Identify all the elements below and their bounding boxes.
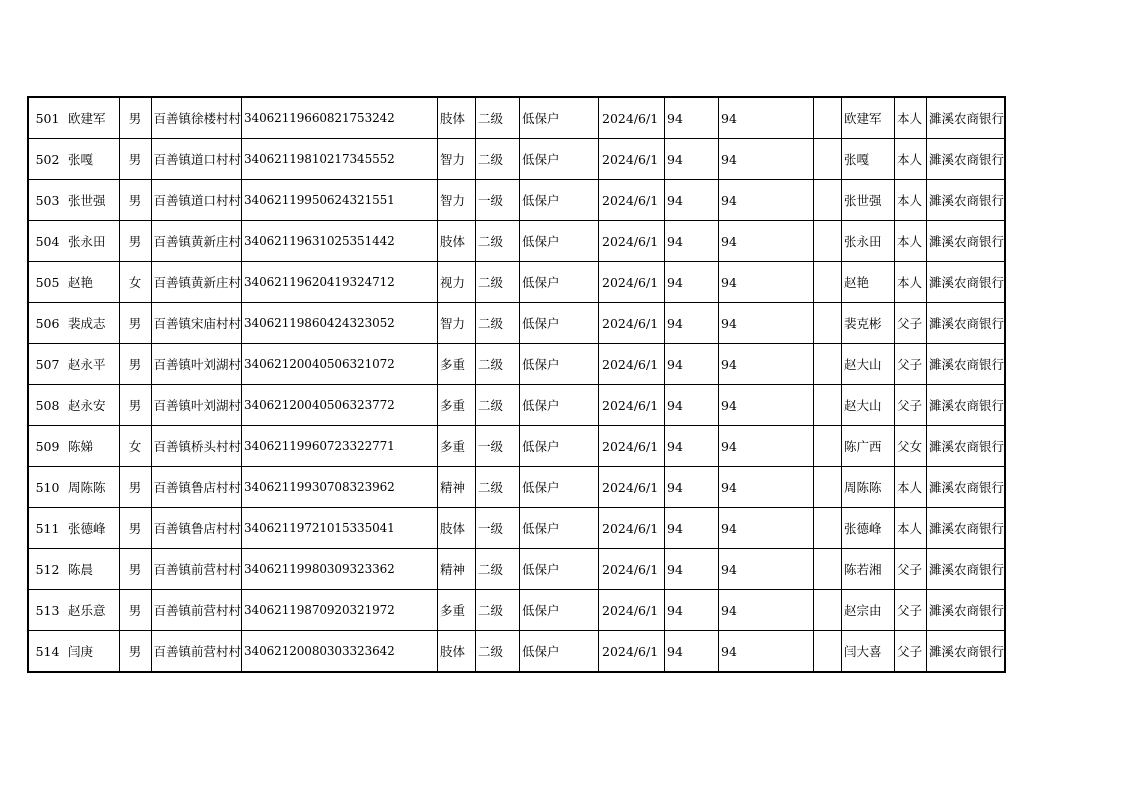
disability-subsidy-table (27, 96, 1006, 673)
id-number-cell: 340621199506243215​51 (242, 180, 438, 221)
disability-level-cell: 二级 (476, 385, 520, 426)
category-cell: 低保户 (520, 221, 599, 262)
name-cell: 赵永平 (66, 344, 119, 385)
amount-cell: 94 (665, 467, 719, 508)
row-number: 507 (28, 344, 66, 385)
gender-cell: 男 (119, 344, 151, 385)
relation-cell: 父女 (895, 426, 927, 467)
date-cell: 2024/6/1 (599, 385, 665, 426)
gender-cell: 男 (119, 467, 151, 508)
table-row (28, 426, 1005, 467)
category-cell: 低保户 (520, 385, 599, 426)
disability-type-cell: 多重 (438, 426, 476, 467)
relation-cell: 父子 (895, 385, 927, 426)
disability-level-cell: 二级 (476, 262, 520, 303)
amount-cell: 94 (665, 631, 719, 673)
table-row (28, 385, 1005, 426)
address-cell: 百善镇道口村村 (151, 180, 242, 221)
category-cell: 低保户 (520, 508, 599, 549)
amount-cell: 94 (665, 385, 719, 426)
id-number-cell: 340621200803033236​42 (242, 631, 438, 673)
address-cell: 百善镇鲁店村村 (151, 508, 242, 549)
relation-cell: 父子 (895, 344, 927, 385)
relation-cell: 本人 (895, 97, 927, 139)
disability-level-cell: 二级 (476, 97, 520, 139)
empty-cell (814, 262, 842, 303)
amount-total-cell: 94 (719, 180, 814, 221)
date-cell: 2024/6/1 (599, 590, 665, 631)
disability-level-cell: 二级 (476, 590, 520, 631)
relation-cell: 父子 (895, 631, 927, 673)
id-number-cell: 340621198709203219​72 (242, 590, 438, 631)
payee-cell: 张世强 (842, 180, 895, 221)
name-cell: 陈晨 (66, 549, 119, 590)
payee-cell: 陈若湘 (842, 549, 895, 590)
id-number-cell: 340621196608217532​42 (242, 97, 438, 139)
amount-total-cell: 94 (719, 221, 814, 262)
empty-cell (814, 426, 842, 467)
bank-cell: 濉溪农商银行 (927, 303, 1006, 344)
disability-type-cell: 智力 (438, 180, 476, 221)
amount-cell: 94 (665, 139, 719, 180)
row-number: 514 (28, 631, 66, 673)
bank-cell: 濉溪农商银行 (927, 508, 1006, 549)
amount-total-cell: 94 (719, 467, 814, 508)
bank-cell: 濉溪农商银行 (927, 549, 1006, 590)
table-row (28, 549, 1005, 590)
table-row (28, 344, 1005, 385)
row-number: 503 (28, 180, 66, 221)
disability-level-cell: 一级 (476, 426, 520, 467)
amount-total-cell: 94 (719, 385, 814, 426)
category-cell: 低保户 (520, 97, 599, 139)
bank-cell: 濉溪农商银行 (927, 221, 1006, 262)
row-number: 510 (28, 467, 66, 508)
payee-cell: 欧建军 (842, 97, 895, 139)
relation-cell: 本人 (895, 221, 927, 262)
disability-type-cell: 精神 (438, 467, 476, 508)
row-number: 504 (28, 221, 66, 262)
bank-cell: 濉溪农商银行 (927, 180, 1006, 221)
empty-cell (814, 590, 842, 631)
row-number: 512 (28, 549, 66, 590)
empty-cell (814, 97, 842, 139)
gender-cell: 女 (119, 426, 151, 467)
table-row (28, 590, 1005, 631)
row-number: 513 (28, 590, 66, 631)
amount-cell: 94 (665, 344, 719, 385)
relation-cell: 本人 (895, 262, 927, 303)
disability-level-cell: 一级 (476, 508, 520, 549)
disability-type-cell: 视力 (438, 262, 476, 303)
category-cell: 低保户 (520, 467, 599, 508)
table-row (28, 180, 1005, 221)
row-number: 508 (28, 385, 66, 426)
bank-cell: 濉溪农商银行 (927, 97, 1006, 139)
disability-type-cell: 肢体 (438, 508, 476, 549)
name-cell: 张世强 (66, 180, 119, 221)
amount-total-cell: 94 (719, 590, 814, 631)
address-cell: 百善镇徐楼村村 (151, 97, 242, 139)
bank-cell: 濉溪农商银行 (927, 631, 1006, 673)
disability-type-cell: 精神 (438, 549, 476, 590)
gender-cell: 男 (119, 303, 151, 344)
address-cell: 百善镇叶刘湖村 (151, 385, 242, 426)
gender-cell: 男 (119, 180, 151, 221)
empty-cell (814, 344, 842, 385)
bank-cell: 濉溪农商银行 (927, 262, 1006, 303)
bank-cell: 濉溪农商银行 (927, 344, 1006, 385)
id-number-cell: 340621197210153350​41 (242, 508, 438, 549)
disability-type-cell: 多重 (438, 344, 476, 385)
relation-cell: 本人 (895, 180, 927, 221)
id-number-cell: 340621198604243230​52 (242, 303, 438, 344)
id-number-cell: 340621200405063210​72 (242, 344, 438, 385)
payee-cell: 裴克彬 (842, 303, 895, 344)
payee-cell: 周陈陈 (842, 467, 895, 508)
amount-cell: 94 (665, 262, 719, 303)
disability-type-cell: 肢体 (438, 221, 476, 262)
date-cell: 2024/6/1 (599, 344, 665, 385)
name-cell: 赵艳 (66, 262, 119, 303)
empty-cell (814, 221, 842, 262)
bank-cell: 濉溪农商银行 (927, 385, 1006, 426)
empty-cell (814, 467, 842, 508)
id-number-cell: 340621198102173455​52 (242, 139, 438, 180)
id-number-cell: 340621199307083239​62 (242, 467, 438, 508)
id-number-cell: 340621199607233227​71 (242, 426, 438, 467)
disability-level-cell: 二级 (476, 467, 520, 508)
name-cell: 裴成志 (66, 303, 119, 344)
address-cell: 百善镇前营村村 (151, 549, 242, 590)
amount-cell: 94 (665, 221, 719, 262)
name-cell: 张永田 (66, 221, 119, 262)
payee-cell: 赵艳 (842, 262, 895, 303)
address-cell: 百善镇鲁店村村 (151, 467, 242, 508)
date-cell: 2024/6/1 (599, 97, 665, 139)
row-number: 502 (28, 139, 66, 180)
table-row (28, 262, 1005, 303)
id-number-cell: 340621196204193247​12 (242, 262, 438, 303)
amount-total-cell: 94 (719, 139, 814, 180)
row-number: 506 (28, 303, 66, 344)
name-cell: 张德峰 (66, 508, 119, 549)
payee-cell: 张嘎 (842, 139, 895, 180)
relation-cell: 本人 (895, 467, 927, 508)
empty-cell (814, 631, 842, 673)
date-cell: 2024/6/1 (599, 303, 665, 344)
disability-level-cell: 二级 (476, 139, 520, 180)
row-number: 511 (28, 508, 66, 549)
empty-cell (814, 180, 842, 221)
date-cell: 2024/6/1 (599, 549, 665, 590)
amount-cell: 94 (665, 97, 719, 139)
disability-type-cell: 多重 (438, 590, 476, 631)
relation-cell: 本人 (895, 508, 927, 549)
category-cell: 低保户 (520, 262, 599, 303)
table-row (28, 467, 1005, 508)
relation-cell: 本人 (895, 139, 927, 180)
table-row (28, 221, 1005, 262)
row-number: 505 (28, 262, 66, 303)
table-row (28, 631, 1005, 673)
amount-cell: 94 (665, 303, 719, 344)
disability-type-cell: 智力 (438, 303, 476, 344)
id-number-cell: 340621199803093233​62 (242, 549, 438, 590)
amount-cell: 94 (665, 426, 719, 467)
category-cell: 低保户 (520, 590, 599, 631)
disability-level-cell: 二级 (476, 303, 520, 344)
disability-level-cell: 二级 (476, 631, 520, 673)
payee-cell: 张永田 (842, 221, 895, 262)
disability-type-cell: 肢体 (438, 631, 476, 673)
category-cell: 低保户 (520, 303, 599, 344)
payee-cell: 张德峰 (842, 508, 895, 549)
gender-cell: 男 (119, 139, 151, 180)
empty-cell (814, 139, 842, 180)
date-cell: 2024/6/1 (599, 426, 665, 467)
gender-cell: 女 (119, 262, 151, 303)
name-cell: 张嘎 (66, 139, 119, 180)
gender-cell: 男 (119, 97, 151, 139)
amount-total-cell: 94 (719, 549, 814, 590)
gender-cell: 男 (119, 385, 151, 426)
empty-cell (814, 303, 842, 344)
address-cell: 百善镇前营村村 (151, 631, 242, 673)
address-cell: 百善镇黄新庄村 (151, 262, 242, 303)
table-row (28, 303, 1005, 344)
category-cell: 低保户 (520, 549, 599, 590)
relation-cell: 父子 (895, 303, 927, 344)
bank-cell: 濉溪农商银行 (927, 590, 1006, 631)
disability-level-cell: 二级 (476, 221, 520, 262)
name-cell: 赵永安 (66, 385, 119, 426)
amount-cell: 94 (665, 508, 719, 549)
name-cell: 闫庚 (66, 631, 119, 673)
payee-cell: 闫大喜 (842, 631, 895, 673)
category-cell: 低保户 (520, 426, 599, 467)
table-row (28, 139, 1005, 180)
category-cell: 低保户 (520, 344, 599, 385)
gender-cell: 男 (119, 508, 151, 549)
amount-total-cell: 94 (719, 508, 814, 549)
amount-cell: 94 (665, 549, 719, 590)
name-cell: 陈娣 (66, 426, 119, 467)
category-cell: 低保户 (520, 631, 599, 673)
disability-type-cell: 多重 (438, 385, 476, 426)
payee-cell: 陈广西 (842, 426, 895, 467)
category-cell: 低保户 (520, 180, 599, 221)
row-number: 501 (28, 97, 66, 139)
amount-cell: 94 (665, 180, 719, 221)
address-cell: 百善镇道口村村 (151, 139, 242, 180)
empty-cell (814, 549, 842, 590)
disability-level-cell: 二级 (476, 344, 520, 385)
amount-total-cell: 94 (719, 426, 814, 467)
gender-cell: 男 (119, 549, 151, 590)
address-cell: 百善镇宋庙村村 (151, 303, 242, 344)
address-cell: 百善镇前营村村 (151, 590, 242, 631)
address-cell: 百善镇桥头村村 (151, 426, 242, 467)
table-row (28, 508, 1005, 549)
disability-type-cell: 智力 (438, 139, 476, 180)
date-cell: 2024/6/1 (599, 508, 665, 549)
amount-total-cell: 94 (719, 303, 814, 344)
table-row (28, 97, 1005, 139)
amount-total-cell: 94 (719, 344, 814, 385)
name-cell: 欧建军 (66, 97, 119, 139)
relation-cell: 父子 (895, 549, 927, 590)
date-cell: 2024/6/1 (599, 262, 665, 303)
date-cell: 2024/6/1 (599, 180, 665, 221)
id-number-cell: 340621200405063237​72 (242, 385, 438, 426)
gender-cell: 男 (119, 590, 151, 631)
payee-cell: 赵大山 (842, 344, 895, 385)
date-cell: 2024/6/1 (599, 631, 665, 673)
bank-cell: 濉溪农商银行 (927, 426, 1006, 467)
empty-cell (814, 508, 842, 549)
bank-cell: 濉溪农商银行 (927, 139, 1006, 180)
gender-cell: 男 (119, 221, 151, 262)
date-cell: 2024/6/1 (599, 221, 665, 262)
relation-cell: 父子 (895, 590, 927, 631)
gender-cell: 男 (119, 631, 151, 673)
payee-cell: 赵大山 (842, 385, 895, 426)
amount-total-cell: 94 (719, 262, 814, 303)
address-cell: 百善镇叶刘湖村 (151, 344, 242, 385)
payee-cell: 赵宗由 (842, 590, 895, 631)
disability-level-cell: 一级 (476, 180, 520, 221)
amount-total-cell: 94 (719, 97, 814, 139)
address-cell: 百善镇黄新庄村 (151, 221, 242, 262)
bank-cell: 濉溪农商银行 (927, 467, 1006, 508)
disability-level-cell: 二级 (476, 549, 520, 590)
amount-total-cell: 94 (719, 631, 814, 673)
table-body (28, 97, 1005, 672)
row-number: 509 (28, 426, 66, 467)
date-cell: 2024/6/1 (599, 467, 665, 508)
disability-type-cell: 肢体 (438, 97, 476, 139)
name-cell: 周陈陈 (66, 467, 119, 508)
empty-cell (814, 385, 842, 426)
category-cell: 低保户 (520, 139, 599, 180)
id-number-cell: 340621196310253514​42 (242, 221, 438, 262)
date-cell: 2024/6/1 (599, 139, 665, 180)
amount-cell: 94 (665, 590, 719, 631)
name-cell: 赵乐意 (66, 590, 119, 631)
